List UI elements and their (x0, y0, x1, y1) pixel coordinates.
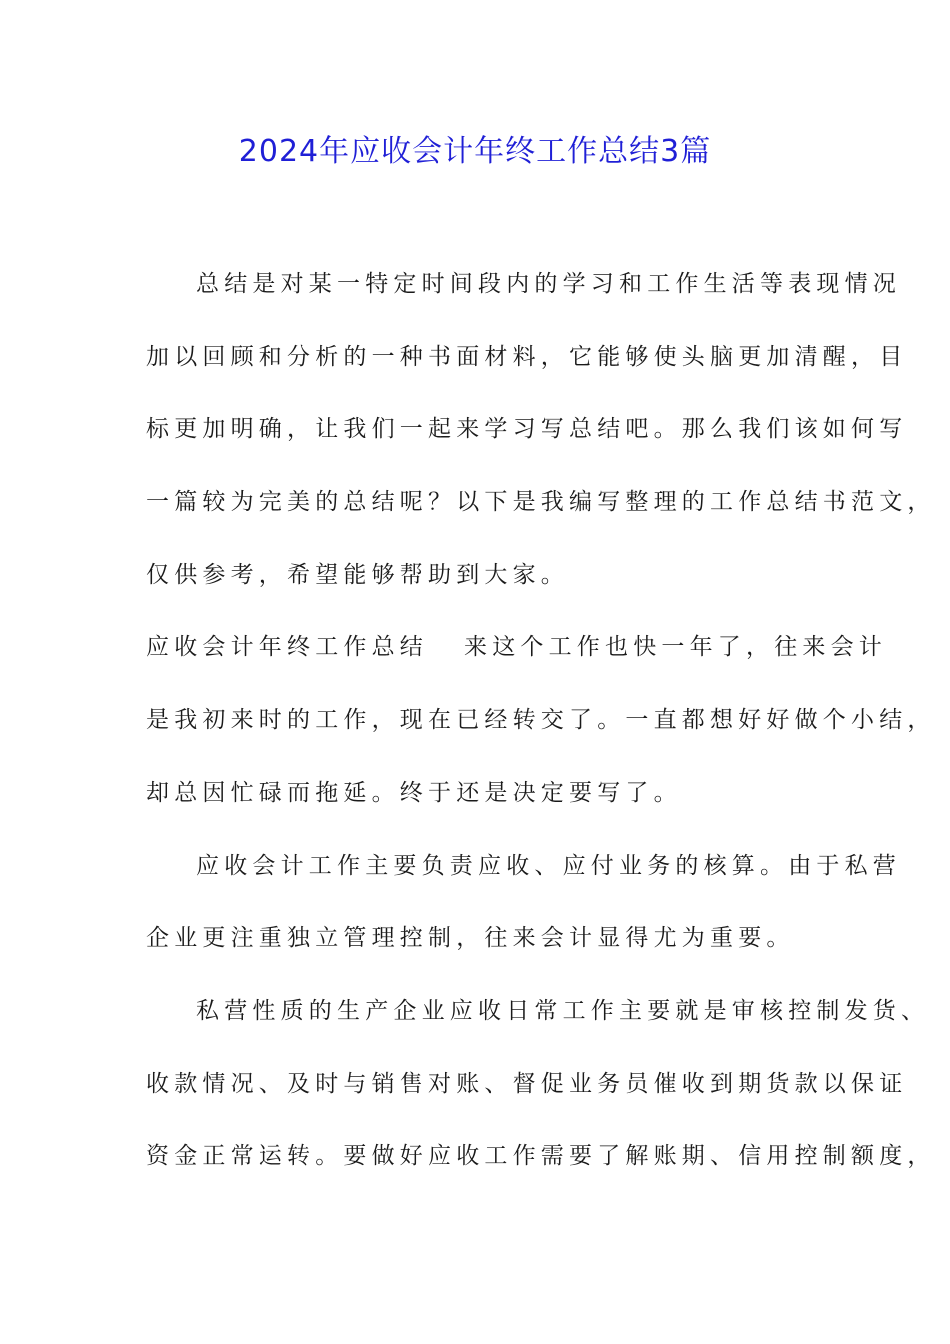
section-heading: 应收会计年终工作总结 (146, 634, 428, 661)
body-line: 一篇较为完美的总结呢？以下是我编写整理的工作总结书范文， (146, 489, 936, 516)
body-line: 资金正常运转。要做好应收工作需要了解账期、信用控制额度， (146, 1143, 936, 1170)
document-title: 2024年应收会计年终工作总结3篇 (238, 134, 712, 169)
body-line: 总结是对某一特定时间段内的学习和工作生活等表现情况 (196, 271, 901, 297)
body-line: 私营性质的生产企业应收日常工作主要就是审核控制发货、 (196, 997, 930, 1024)
body-line-with-heading (146, 625, 887, 698)
body-line: 应收会计工作主要负责应收、应付业务的核算。由于私营 (196, 852, 901, 879)
body-line: 却总因忙碌而拖延。终于还是决定要写了。 (146, 779, 682, 806)
body-line: 加以回顾和分析的一种书面材料，它能够使头脑更加清醒，目 (146, 343, 908, 370)
body-line: 收款情况、及时与销售对账、督促业务员催收到期货款以保证 (146, 1070, 908, 1097)
body-line: 是我初来时的工作，现在已经转交了。一直都想好好做个小结， (146, 707, 936, 734)
document-body (146, 262, 936, 1207)
body-line: 企业更注重独立管理控制，往来会计显得尤为重要。 (146, 925, 795, 952)
body-line: 标更加明确，让我们一起来学习写总结吧。那么我们该如何写 (146, 416, 908, 443)
body-line: 仅供参考，希望能够帮助到大家。 (146, 561, 569, 588)
body-line-text: 来这个工作也快一年了，往来会计 (464, 634, 887, 661)
